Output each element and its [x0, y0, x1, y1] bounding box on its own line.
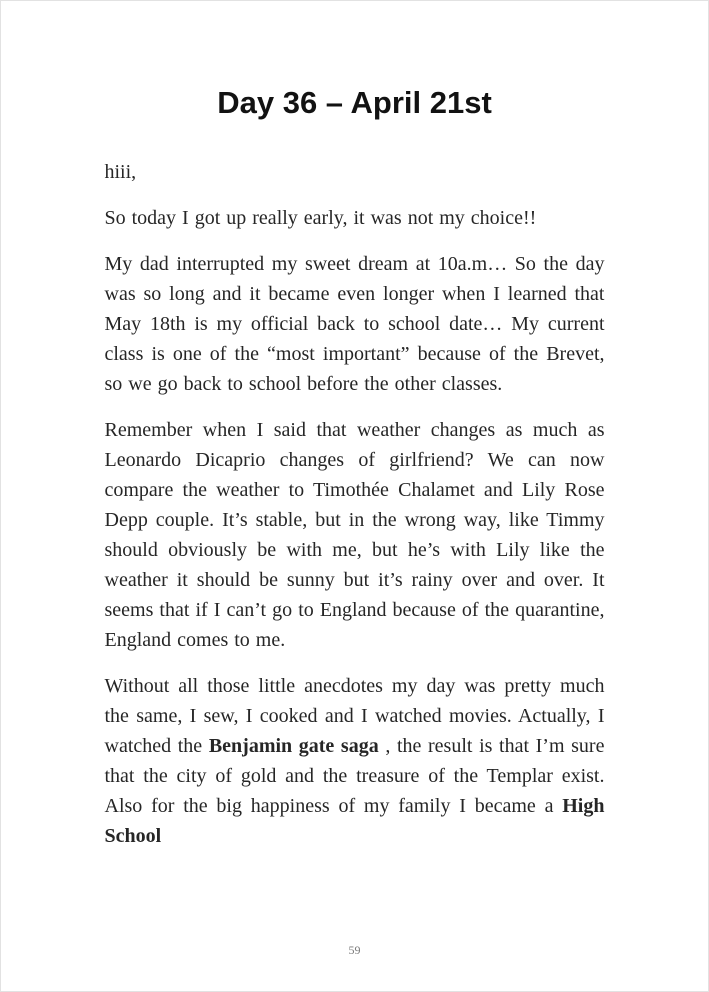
paragraph-weather: Remember when I said that weather changes as much as Leonardo Dicaprio changes of girlfriend? We can now compare the weather to Timothée Chalamet and Lily Rose Depp couple. It’s stable, but in the wrong way, like Timmy should obviously be with me, but he’s with Lily like the weather it should be sunny but it’s rainy over and over. It seems that if I can’t go to England because of the quarantine, England comes to me. — [104, 419, 605, 651]
text-segment-bold: High School — [104, 795, 605, 847]
text-segment-bold: Benjamin gate saga — [208, 735, 379, 757]
text-segment: , the result is that I’m sure that the city of gold and the treasure of the Templar exist. Also for the big happiness of my family I became a — [104, 735, 605, 817]
paragraph-school-news: My dad interrupted my sweet dream at 10a.m… So the day was so long and it became even longer when I learned that May 18th is my official back to school date… My current class is one of the “most important” because of the Brevet, so we go back to school before the other classes. — [104, 253, 605, 395]
text-segment: Without all those little anecdotes my day was pretty much the same, I sew, I cooked and I watched movies. Actually, I watched the — [104, 675, 605, 757]
page-body — [105, 157, 605, 851]
paragraph-anecdotes — [105, 671, 605, 851]
page-number: 59 — [348, 943, 361, 957]
paragraph-intro: So today I got up really early, it was not my choice!! — [104, 207, 537, 229]
page-title: Day 36 – April 21st — [217, 85, 492, 120]
paragraph-greeting: hiii, — [104, 161, 137, 183]
